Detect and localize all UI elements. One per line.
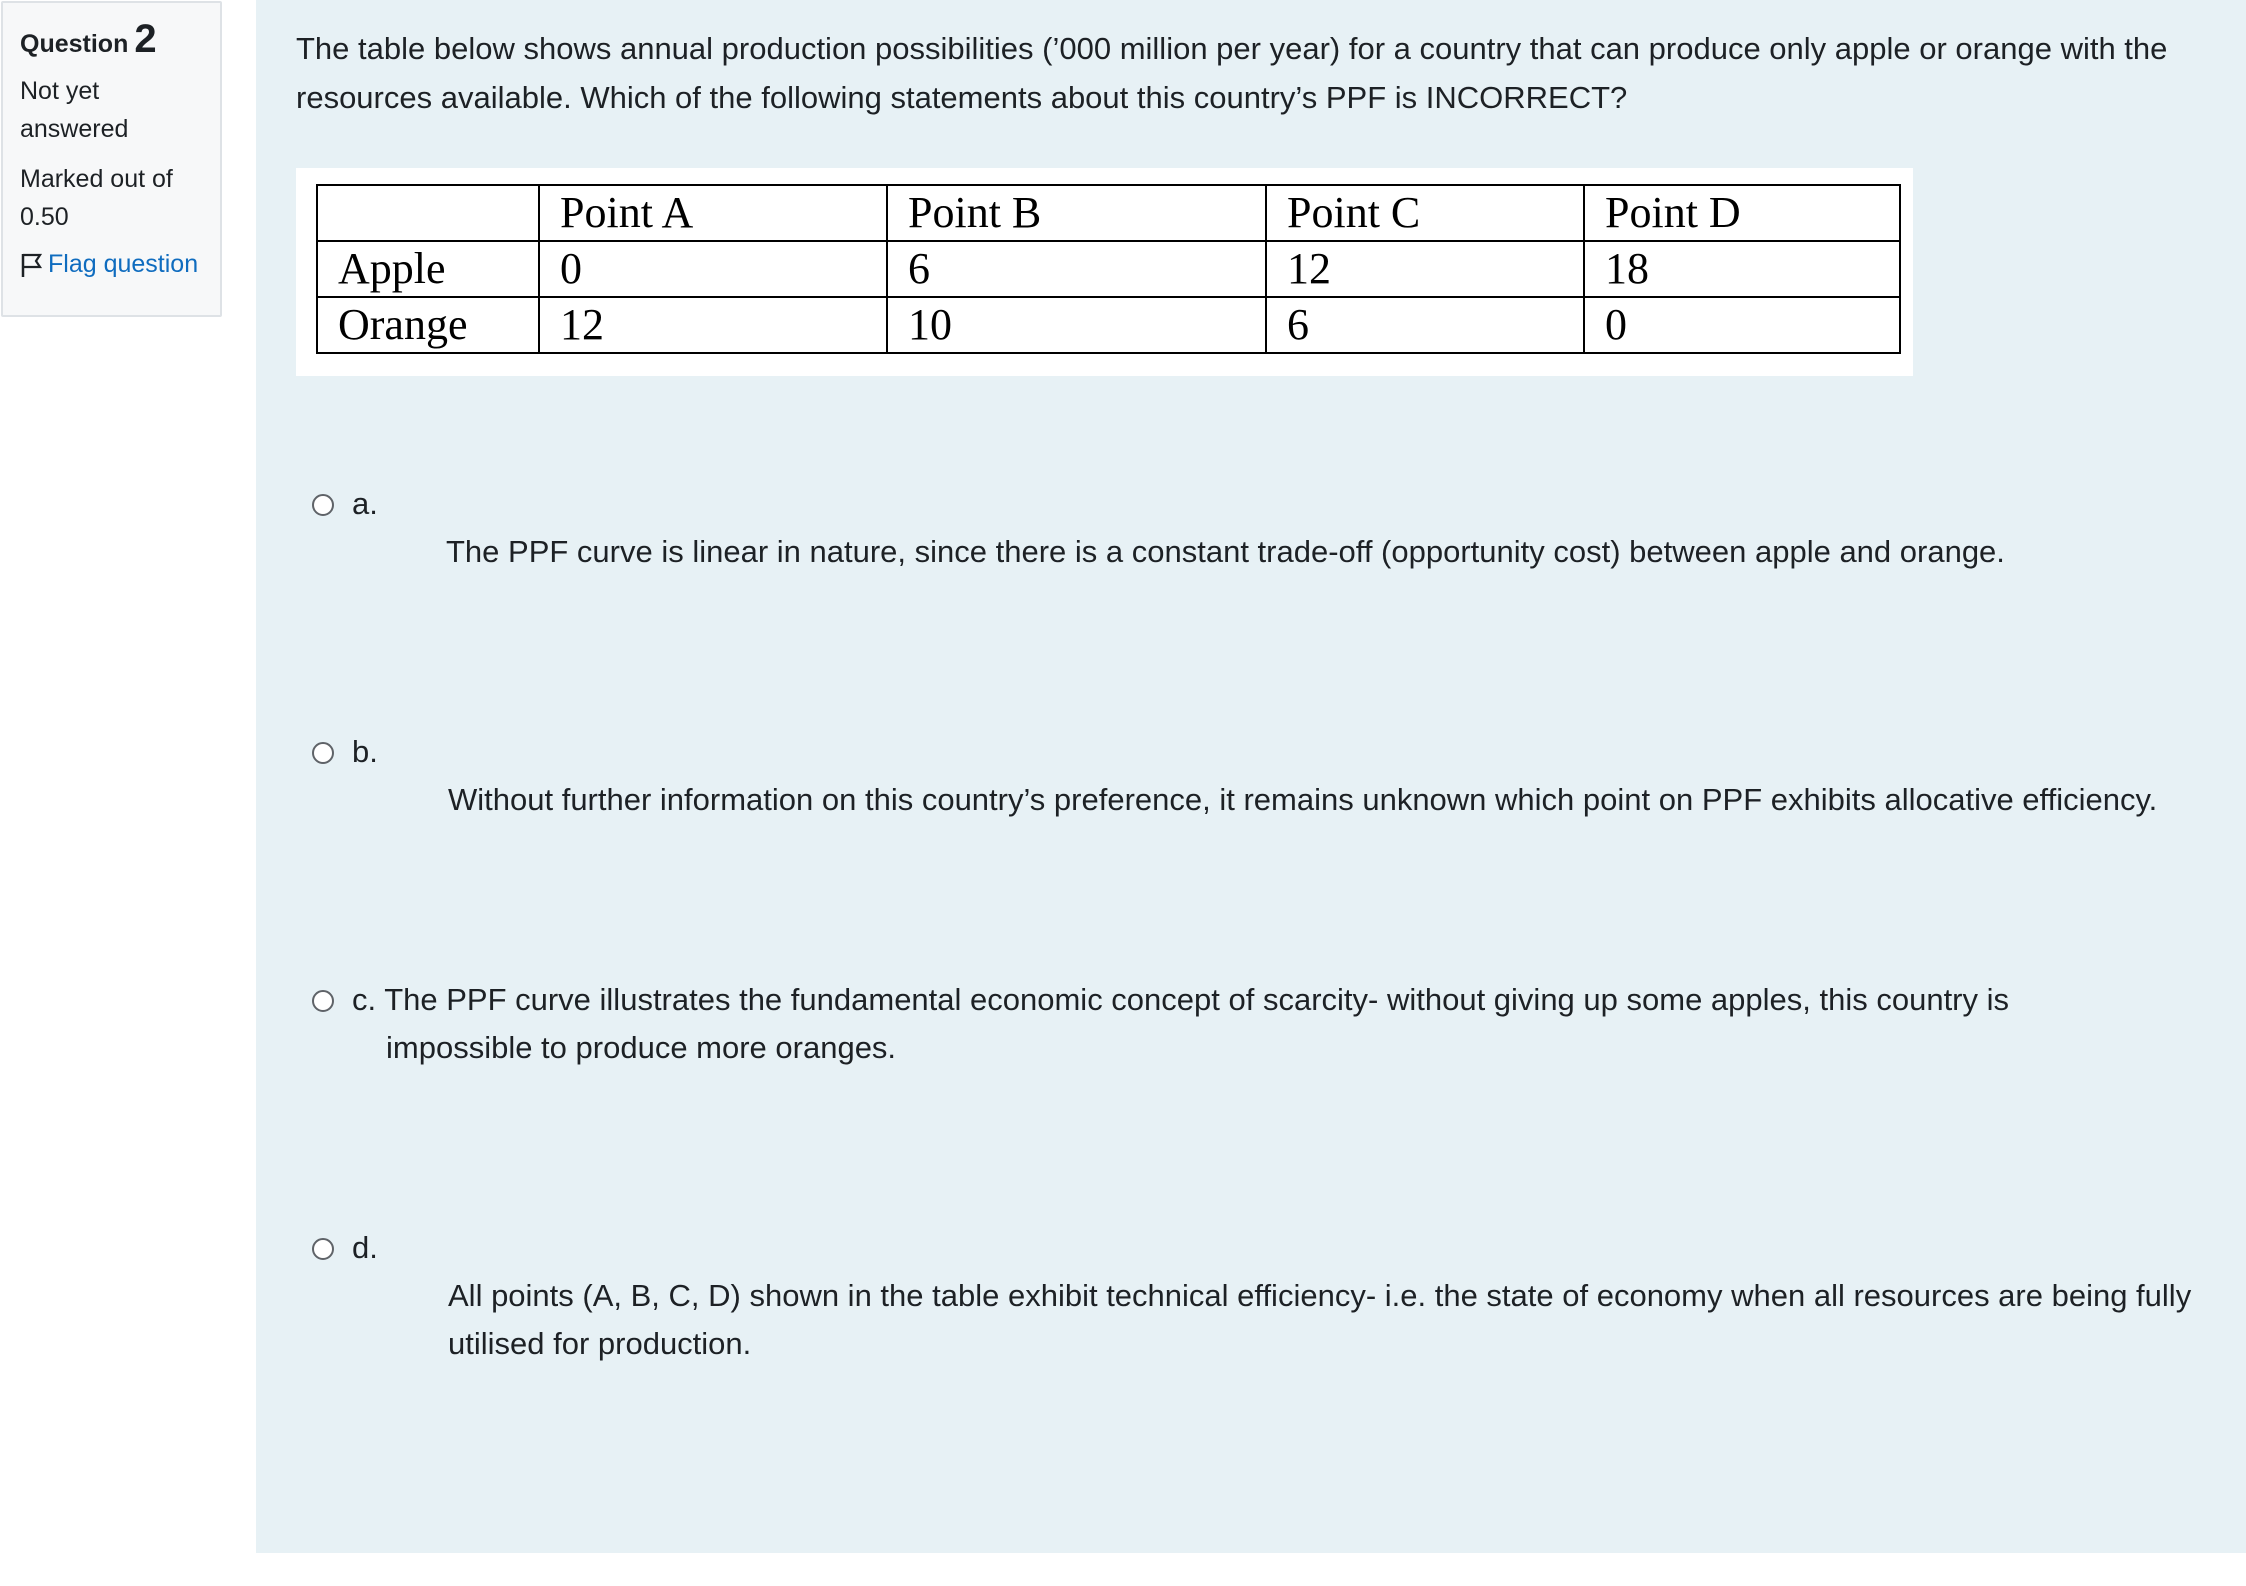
option-a-letter: a. bbox=[352, 486, 378, 521]
table-cell: 10 bbox=[887, 297, 1266, 353]
flag-question-link[interactable] bbox=[20, 250, 220, 279]
option-d-text: All points (A, B, C, D) shown in the table exhibit technical efficiency- i.e. the state of economy when all resources are being fully utilised for production. bbox=[448, 1278, 2192, 1361]
table-header-cell: Point C bbox=[1266, 185, 1584, 241]
option-b-letter: b. bbox=[352, 734, 378, 769]
option-c-line1: The PPF curve illustrates the fundamental economic concept of scarcity- without giving up some apples, this country is bbox=[384, 982, 2010, 1017]
table-cell: 6 bbox=[1266, 297, 1584, 353]
option-d-letter: d. bbox=[352, 1230, 378, 1265]
option-c-letter: c. bbox=[352, 982, 377, 1017]
table-cell: Apple bbox=[317, 241, 539, 297]
question-info-panel bbox=[1, 1, 222, 317]
production-possibilities-table bbox=[316, 184, 1901, 354]
option-b-text: Without further information on this country’s preference, it remains unknown which point on PPF exhibits allocative efficiency. bbox=[448, 782, 2158, 817]
option-b-radio[interactable] bbox=[312, 742, 334, 764]
option-a-radio[interactable] bbox=[312, 494, 334, 516]
option-c-radio[interactable] bbox=[312, 990, 334, 1012]
question-content bbox=[256, 0, 2246, 1553]
option-d-radio[interactable] bbox=[312, 1238, 334, 1260]
table-cell: Orange bbox=[317, 297, 539, 353]
table-row bbox=[317, 297, 1900, 353]
question-text: The table below shows annual production possibilities (’000 million per year) for a country that can produce only apple or orange with the resources available. Which of the following statements about this country’s PPF is INCORRECT? bbox=[296, 31, 2168, 115]
table-row bbox=[317, 241, 1900, 297]
question-label: Question bbox=[20, 30, 129, 58]
flag-question-label: Flag question bbox=[48, 250, 199, 278]
question-title bbox=[20, 19, 220, 64]
table-cell: 12 bbox=[539, 297, 887, 353]
table-header-cell: Point B bbox=[887, 185, 1266, 241]
option-c-line2: impossible to produce more oranges. bbox=[386, 1030, 897, 1065]
table-header-cell bbox=[317, 185, 539, 241]
question-number: 2 bbox=[134, 17, 157, 61]
question-grade: Marked out of 0.50 bbox=[20, 165, 173, 231]
option-a-text: The PPF curve is linear in nature, since there is a constant trade-off (opportunity cost) between apple and orange. bbox=[446, 534, 2005, 569]
table-header-cell: Point D bbox=[1584, 185, 1900, 241]
table-cell: 0 bbox=[539, 241, 887, 297]
table-header-cell: Point A bbox=[539, 185, 887, 241]
table-cell: 6 bbox=[887, 241, 1266, 297]
option-c-text bbox=[352, 976, 2182, 1072]
table-cell: 18 bbox=[1584, 241, 1900, 297]
table-cell: 12 bbox=[1266, 241, 1584, 297]
table-header-row bbox=[317, 185, 1900, 241]
question-state: Not yet answered bbox=[20, 77, 129, 143]
table-cell: 0 bbox=[1584, 297, 1900, 353]
flag-icon bbox=[20, 252, 44, 278]
table-image bbox=[296, 168, 1913, 376]
